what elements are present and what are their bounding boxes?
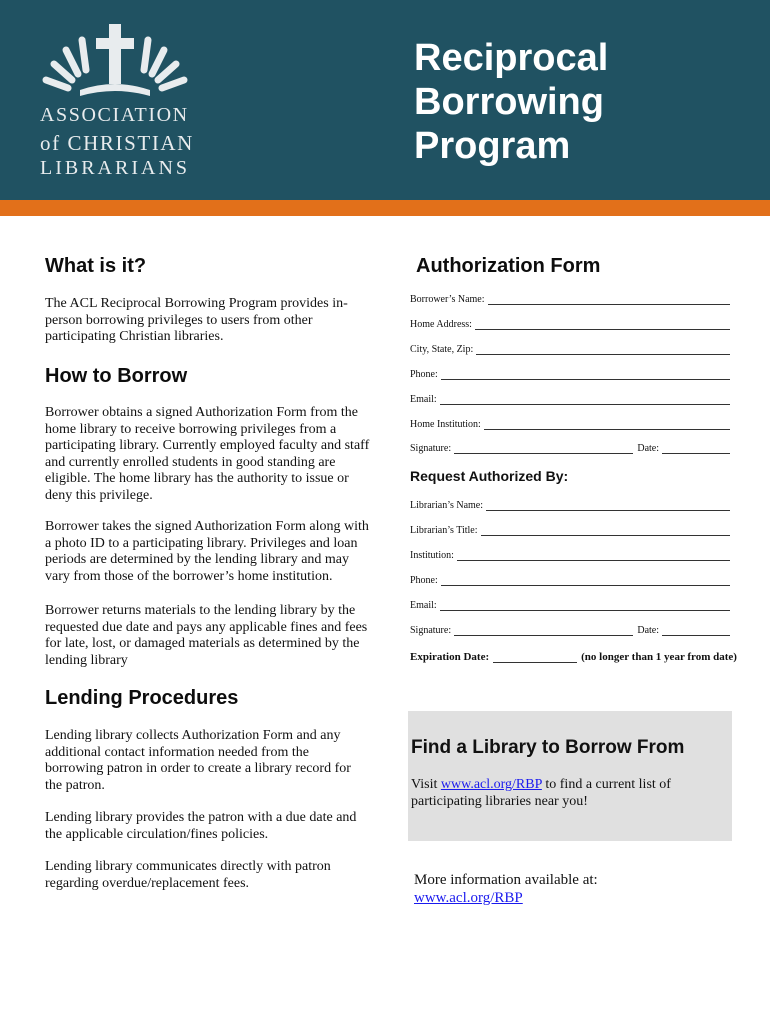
borrower-phone-label: Phone: [410, 369, 438, 380]
institution-label: Institution: [410, 550, 454, 561]
how-to-borrow-heading: How to Borrow [45, 365, 188, 387]
request-authorized-heading: Request Authorized By: [410, 468, 569, 484]
find-library-text [411, 776, 729, 810]
librarian-phone-label: Phone: [410, 575, 438, 586]
acl-logo-icon [40, 20, 190, 102]
borrower-email-field[interactable] [410, 394, 730, 405]
librarian-title-field[interactable] [410, 525, 730, 536]
librarian-email-label: Email: [410, 600, 437, 611]
librarian-signature-label: Signature: [410, 625, 452, 636]
librarian-email-field[interactable] [410, 600, 730, 611]
borrower-signature-label: Signature: [410, 443, 452, 454]
librarian-name-field[interactable] [410, 500, 730, 511]
borrower-signature-field[interactable] [410, 443, 730, 454]
find-library-heading: Find a Library to Borrow From [411, 737, 685, 758]
title-line-1: Reciprocal [414, 37, 609, 79]
home-institution-field[interactable] [410, 419, 730, 430]
home-address-label: Home Address: [410, 319, 472, 330]
what-is-it-text: The ACL Reciprocal Borrowing Program provides in-person borrowing privileges to users from other participating Christian libraries. [45, 296, 348, 344]
city-state-zip-field[interactable] [410, 344, 730, 355]
logo-text-association: ASSOCIATION [40, 104, 189, 126]
borrower-date-label: Date: [637, 443, 659, 454]
authorization-form-heading: Authorization Form [416, 255, 601, 277]
borrower-name-label: Borrower’s Name: [410, 294, 485, 305]
page-title [414, 36, 608, 168]
librarian-date-label: Date: [637, 625, 659, 636]
title-line-2: Borrowing [414, 81, 604, 123]
how-to-borrow-step-1: Borrower obtains a signed Authorization Form from the home library to receive borrowing privileges from a participating library. Currently employed faculty and staff and currently enrolled students in good standing are eligible. The home library has the authority to issue or deny this privilege. [45, 405, 370, 503]
more-info [414, 871, 598, 907]
logo-text-of-christian: of CHRISTIAN [40, 131, 194, 155]
how-to-borrow-step-2: Borrower takes the signed Authorization Form along with a photo ID to a participating library. Privileges and loan periods are determined by the lending library and may vary from those of the borrower’s home institution. [45, 519, 369, 584]
librarian-title-label: Librarian’s Title: [410, 525, 478, 536]
acl-rbp-link[interactable]: www.acl.org/RBP [440, 777, 542, 792]
more-info-text: More information available at: [414, 872, 598, 888]
expiration-date-field[interactable] [410, 651, 737, 663]
lending-procedure-1: Lending library collects Authorization Form and any additional contact information needed from the borrowing patron in order to create a library record for the patron. [45, 728, 351, 793]
home-address-field[interactable] [410, 319, 730, 330]
expiration-note: (no longer than 1 year from date) [581, 651, 737, 663]
title-line-3: Program [414, 125, 571, 167]
borrower-name-field[interactable] [410, 294, 730, 305]
how-to-borrow-step-3: Borrower returns materials to the lending library by the requested due date and pays any applicable fines and fees for late, lost, or damaged materials as determined by the lending library [45, 603, 368, 668]
librarian-name-label: Librarian’s Name: [410, 500, 484, 511]
expiration-date-label: Expiration Date: [410, 651, 490, 663]
find-library-rest: to find a current list of participating libraries near you! [411, 777, 671, 809]
institution-field[interactable] [410, 550, 730, 561]
librarian-signature-field[interactable] [410, 625, 730, 636]
librarian-phone-field[interactable] [410, 575, 730, 586]
lending-procedure-3: Lending library communicates directly with patron regarding overdue/replacement fees. [45, 859, 331, 891]
borrower-email-label: Email: [410, 394, 437, 405]
more-info-link[interactable]: www.acl.org/RBP [414, 890, 523, 906]
logo-text-librarians: LIBRARIANS [40, 157, 191, 179]
city-state-zip-label: City, State, Zip: [410, 344, 474, 355]
borrower-phone-field[interactable] [410, 369, 730, 380]
lending-procedure-2: Lending library provides the patron with a due date and the applicable circulation/fines policies. [45, 810, 357, 842]
lending-procedures-heading: Lending Procedures [45, 687, 239, 709]
accent-stripe [0, 200, 770, 216]
find-visit-word: Visit [411, 777, 438, 792]
home-institution-label: Home Institution: [410, 419, 481, 430]
what-is-it-heading: What is it? [45, 255, 147, 277]
